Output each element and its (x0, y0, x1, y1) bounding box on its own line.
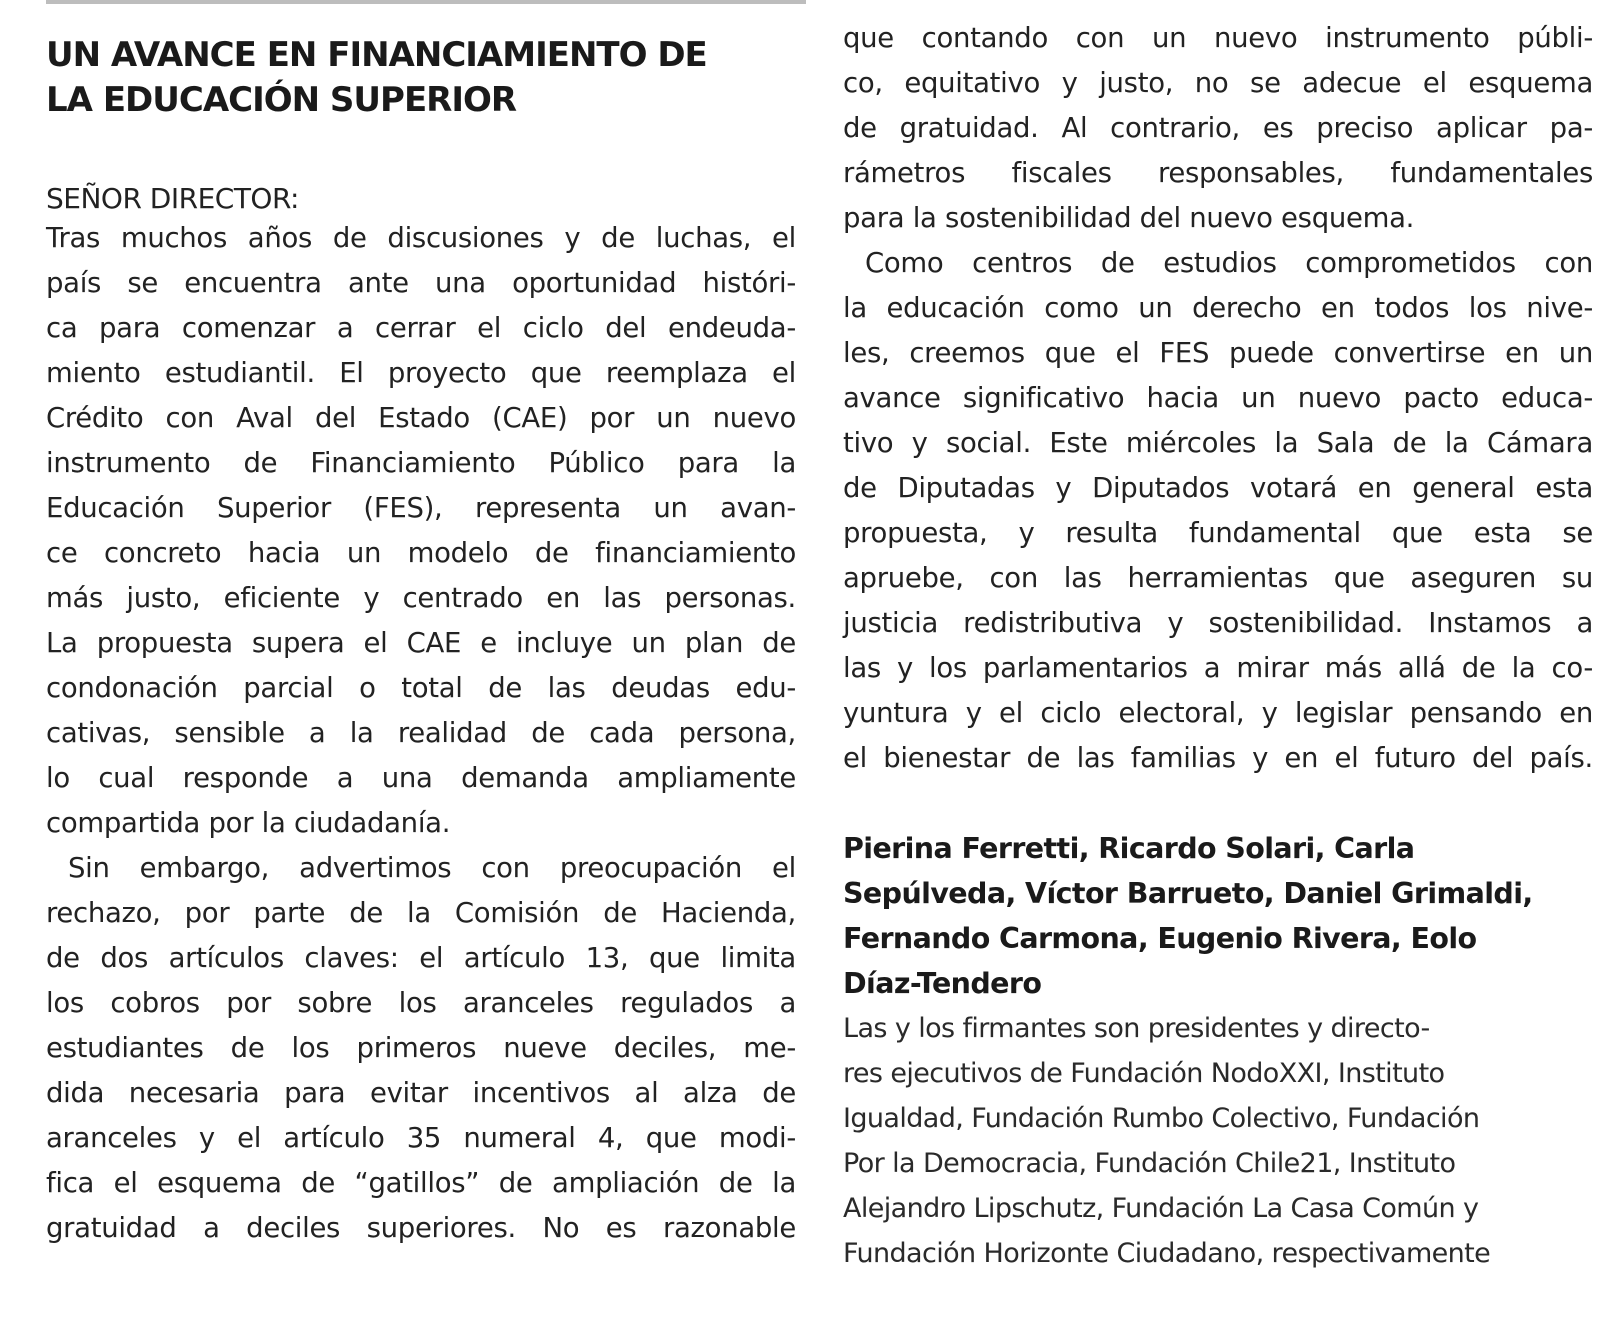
body-line: Como centros de estudios comprometidos con (865, 247, 1593, 279)
signers-line: Sepúlveda, Víctor Barrueto, Daniel Grimaldi, (843, 877, 1533, 910)
body-line: cativas, sensible a la realidad de cada persona, (46, 717, 796, 749)
body-line: rechazo, por parte de la Comisión de Hacienda, (46, 897, 796, 929)
body-line: de dos artículos claves: el artículo 13, que limita (46, 942, 796, 974)
affiliation-line: Alejandro Lipschutz, Fundación La Casa Común y (843, 1193, 1479, 1224)
affiliation-note (843, 1006, 1593, 1276)
body-line: les, creemos que el FES puede convertirse en un (843, 337, 1593, 369)
body-line: propuesta, y resulta fundamental que esta se (843, 517, 1593, 549)
top-rule (46, 0, 806, 4)
body-line: ca para comenzar a cerrar el ciclo del endeuda- (46, 312, 796, 344)
body-line: los cobros por sobre los aranceles regulados a (46, 987, 796, 1019)
body-line: para la sostenibilidad del nuevo esquema. (843, 202, 1415, 234)
body-line: más justo, eficiente y centrado en las personas. (46, 582, 796, 614)
body-line: que contando con un nuevo instrumento públi- (843, 22, 1593, 54)
body-line: instrumento de Financiamiento Público para la (46, 447, 796, 479)
letter-body-right (843, 16, 1593, 781)
headline-line: UN AVANCE EN FINANCIAMIENTO DE (46, 35, 707, 75)
body-line: avance significativo hacia un nuevo pacto educa- (843, 382, 1593, 414)
body-line: de Diputadas y Diputados votará en general esta (843, 472, 1593, 504)
signers-line: Pierina Ferretti, Ricardo Solari, Carla (843, 832, 1415, 865)
body-line: gratuidad a deciles superiores. No es razonable (46, 1212, 796, 1244)
affiliation-line: Las y los firmantes son presidentes y directo- (843, 1013, 1430, 1044)
signers (843, 826, 1583, 1006)
body-line: dida necesaria para evitar incentivos al alza de (46, 1077, 796, 1109)
body-line: país se encuentra ante una oportunidad históri- (46, 267, 796, 299)
body-line: ce concreto hacia un modelo de financiamiento (46, 537, 796, 569)
body-line: rámetros fiscales responsables, fundamentales (843, 157, 1593, 189)
body-line: La propuesta supera el CAE e incluye un plan de (46, 627, 796, 659)
letter-body-left (46, 216, 796, 1251)
body-line: lo cual responde a una demanda ampliamente (46, 762, 796, 794)
body-line: justicia redistributiva y sostenibilidad. Instamos a (843, 607, 1593, 639)
body-line: Educación Superior (FES), representa un avan- (46, 492, 796, 524)
headline-line: LA EDUCACIÓN SUPERIOR (46, 80, 517, 120)
body-line: estudiantes de los primeros nueve deciles, me- (46, 1032, 796, 1064)
body-line: condonación parcial o total de las deudas edu- (46, 672, 796, 704)
salutation: SEÑOR DIRECTOR: (46, 182, 299, 215)
body-line: Tras muchos años de discusiones y de luchas, el (46, 222, 796, 254)
signers-line: Fernando Carmona, Eugenio Rivera, Eolo (843, 922, 1477, 955)
body-line: co, equitativo y justo, no se adecue el esquema (843, 67, 1593, 99)
headline (46, 32, 806, 122)
body-line: la educación como un derecho en todos los nive- (843, 292, 1593, 324)
signers-line: Díaz-Tendero (843, 967, 1042, 1000)
body-line: las y los parlamentarios a mirar más allá de la co- (843, 652, 1593, 684)
body-line: el bienestar de las familias y en el futuro del país. (843, 742, 1593, 774)
body-line: Sin embargo, advertimos con preocupación el (68, 852, 796, 884)
body-line: de gratuidad. Al contrario, es preciso aplicar pa- (843, 112, 1593, 144)
body-line: miento estudiantil. El proyecto que reemplaza el (46, 357, 796, 389)
body-line: aranceles y el artículo 35 numeral 4, que modi- (46, 1122, 796, 1154)
affiliation-line: Fundación Horizonte Ciudadano, respectivamente (843, 1238, 1491, 1269)
body-line: apruebe, con las herramientas que aseguren su (843, 562, 1593, 594)
body-line: yuntura y el ciclo electoral, y legislar pensando en (843, 697, 1593, 729)
body-line: Crédito con Aval del Estado (CAE) por un nuevo (46, 402, 796, 434)
affiliation-line: Igualdad, Fundación Rumbo Colectivo, Fundación (843, 1103, 1480, 1134)
affiliation-line: res ejecutivos de Fundación NodoXXI, Instituto (843, 1058, 1445, 1089)
body-line: compartida por la ciudadanía. (46, 807, 451, 839)
body-line: tivo y social. Este miércoles la Sala de la Cámara (843, 427, 1593, 459)
body-line: fica el esquema de “gatillos” de ampliación de la (46, 1167, 796, 1199)
affiliation-line: Por la Democracia, Fundación Chile21, Instituto (843, 1148, 1456, 1179)
